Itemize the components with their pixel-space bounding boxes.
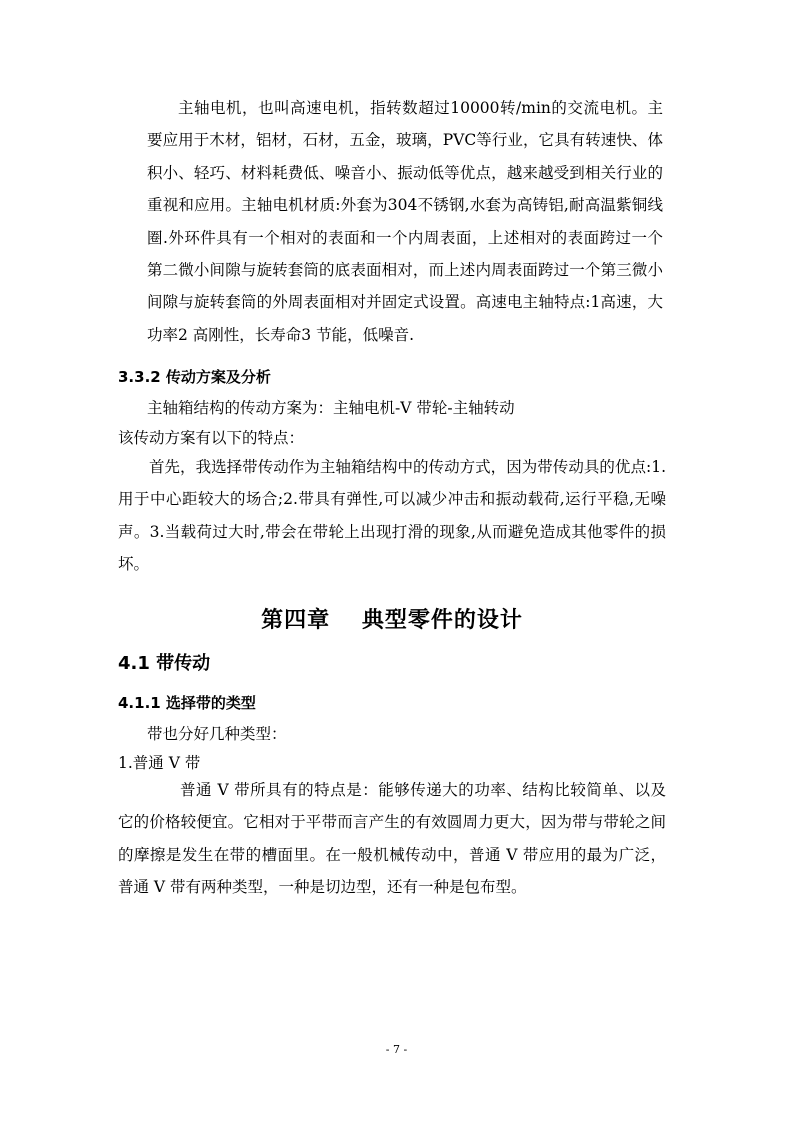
v-belt-paragraph: 普通 V 带所具有的特点是：能够传递大的功率、结构比较简单、以及它的价格较便宜。它相对于平带而言产生的有效圆周力更大，因为带与带轮之间的摩擦是发生在带的槽面里。在一般机械传动中，普通 V 带应用的最为广泛，普通 V 带有两种类型，一种是切边型，还有一种是包布型。 [118,781,666,897]
chapter-4-title: 第四章 典型零件的设计 [261,608,523,633]
features-intro-line: 该传动方案有以下的特点： [118,429,305,447]
page-number: - 7 - [385,1043,408,1056]
section-4-1-1-heading: 4.1.1 选择带的类型 [118,694,256,712]
section-4-1-heading: 4.1 带传动 [118,653,211,674]
spindle-motor-paragraph: 主轴电机，也叫高速电机，指转数超过10000转/min的交流电机。主要应用于木材，铝材，石材，五金，玻璃，PVC等行业，它具有转速快、体积小、轻巧、材料耗费低、噪音小、振动低等优点，越来越受到相关行业的重视和应用。主轴电机材质:外套为304不锈钢,水套为高铸铝,耐高温紫铜线圈.外环件具有一个相对的表面和一个内周表面，上述相对的表面跨过一个第二微小间隙与旋转套筒的底表面相对，而上述内周表面跨过一个第三微小间隙与旋转套筒的外周表面相对并固定式设置。高速电主轴特点:1高速，大功率2 高刚性，长寿命3 节能，低噪音. [147,99,663,344]
v-belt-item-title: 1.普通 V 带 [118,754,201,772]
transmission-scheme-line: 主轴箱结构的传动方案为：主轴电机-V 带轮-主轴转动 [147,399,515,417]
belt-types-intro-line: 带也分好几种类型： [147,725,287,743]
belt-advantages-paragraph: 首先，我选择带传动作为主轴箱结构中的传动方式，因为带传动具的优点:1.用于中心距较大的场合;2.带具有弹性,可以减少冲击和振动载荷,运行平稳,无噪声。3.当载荷过大时,带会在带轮上出现打滑的现象,从而避免造成其他零件的损坏。 [118,458,666,574]
section-3-3-2-heading: 3.3.2 传动方案及分析 [118,368,271,386]
